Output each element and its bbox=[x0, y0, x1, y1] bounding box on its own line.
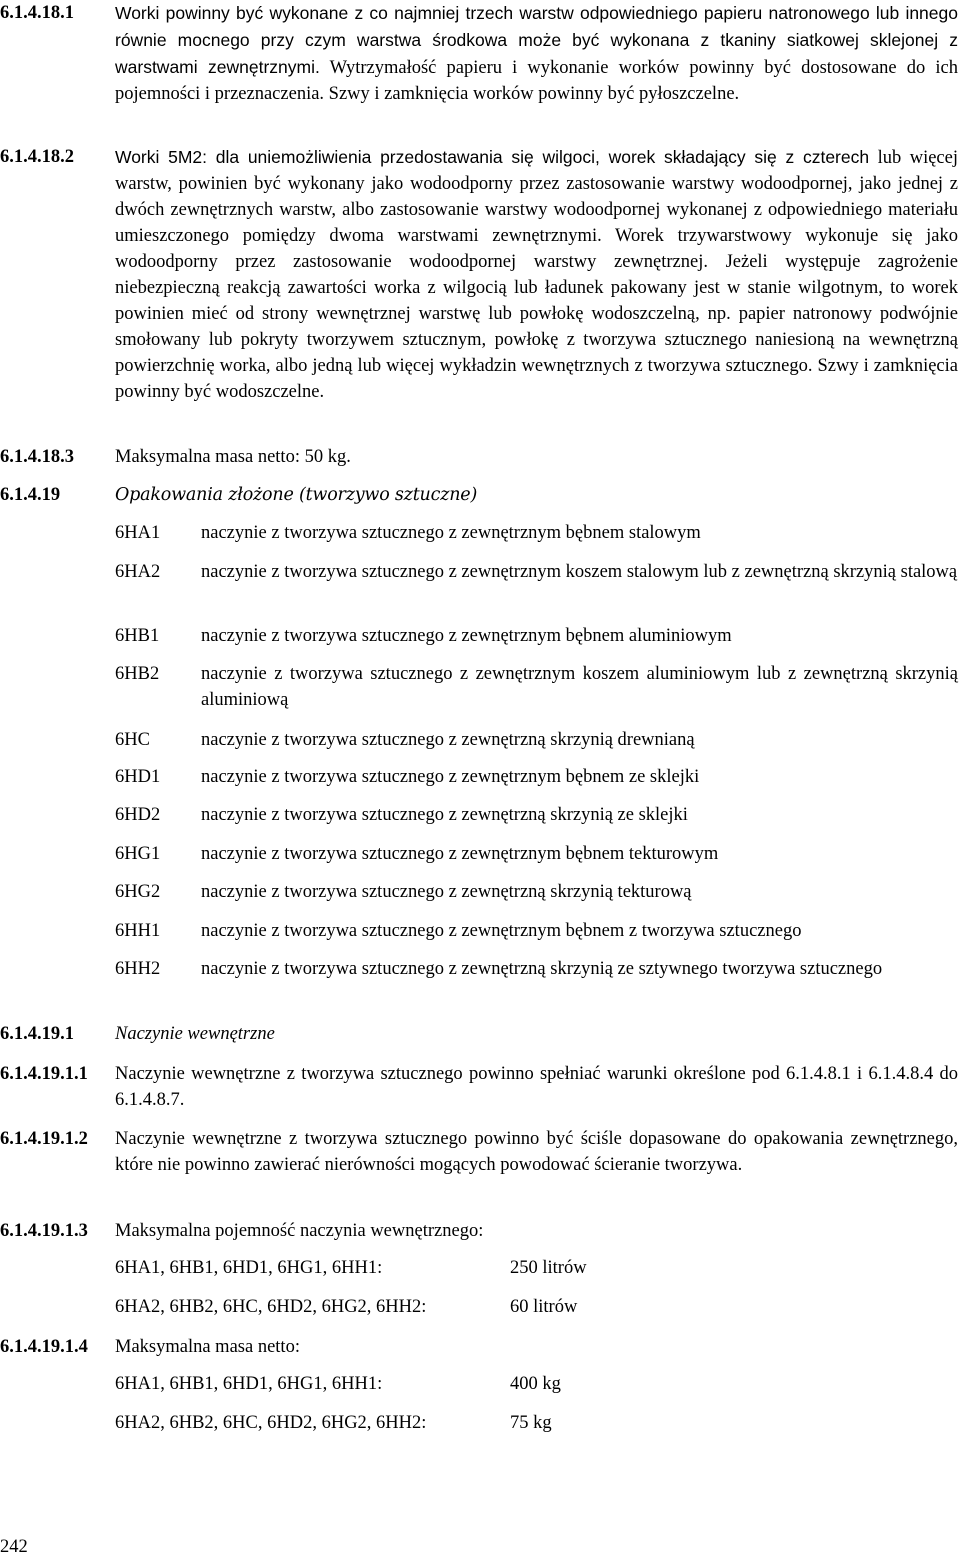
packaging-description: naczynie z tworzywa sztucznego z zewnętrznym bębnem z tworzywa sztucznego bbox=[201, 921, 802, 941]
section-number: 6.1.4.19.1.1 bbox=[0, 1064, 88, 1084]
limit-value: 60 litrów bbox=[510, 1297, 578, 1317]
paragraph-text-part: Wytrzymałość papieru i wykonanie worków powinny być dostosowane do ich pojemności i przeznaczenia. Szwy i zamknięcia worków powinny być pyłoszczelne. bbox=[115, 58, 958, 104]
packaging-description: naczynie z tworzywa sztucznego z zewnętrznym koszem aluminiowym lub z zewnętrzną skrzynią aluminiową bbox=[201, 664, 958, 710]
packaging-description: naczynie z tworzywa sztucznego z zewnętrzną skrzynią ze sztywnego tworzywa sztucznego bbox=[201, 959, 883, 979]
code-row-6hd2 bbox=[0, 802, 958, 828]
paragraph-text: Maksymalna masa netto: 50 kg. bbox=[115, 447, 351, 467]
code-row-6hb2 bbox=[0, 661, 958, 713]
section-number: 6.1.4.18.3 bbox=[0, 447, 74, 467]
paragraph-6-1-4-19-1-3 bbox=[0, 1218, 958, 1244]
paragraph-text-part: Worki powinny być wykonane z co najmniej trzech warstw odpowiedniego papieru natronowego lub innego równie mocnego przy czym warstwa środkowa może być wykonana z tkaniny siatkowej sklejonej z warstwami zewnętrznymi. bbox=[115, 3, 958, 77]
limit-codes: 6HA2, 6HB2, 6HC, 6HD2, 6HG2, 6HH2: bbox=[115, 1413, 427, 1433]
packaging-code: 6HG2 bbox=[115, 882, 161, 902]
packaging-description: naczynie z tworzywa sztucznego z zewnętrzną skrzynią tekturową bbox=[201, 882, 692, 902]
section-number: 6.1.4.19 bbox=[0, 485, 61, 505]
packaging-code: 6HH1 bbox=[115, 921, 161, 941]
limit-codes: 6HA1, 6HB1, 6HD1, 6HG1, 6HH1: bbox=[115, 1258, 383, 1278]
packaging-code: 6HD2 bbox=[115, 805, 161, 825]
section-title: Opakowania złożone (tworzywo sztuczne) bbox=[115, 485, 478, 505]
page-number: 242 bbox=[0, 1537, 28, 1557]
paragraph-6-1-4-19-1-1 bbox=[0, 1061, 958, 1113]
paragraph-text: Naczynie wewnętrzne z tworzywa sztucznego powinno spełniać warunki określone pod 6.1.4.8.1 i 6.1.4.8.4 do 6.1.4.8.7. bbox=[115, 1064, 958, 1110]
code-row-6ha1 bbox=[0, 520, 958, 546]
section-number: 6.1.4.18.2 bbox=[0, 147, 74, 167]
paragraph-text: Naczynie wewnętrzne z tworzywa sztucznego powinno być ściśle dopasowane do opakowania zewnętrznego, które nie powinno zawierać nierówności mogących powodować ścieranie tworzywa. bbox=[115, 1129, 958, 1175]
code-row-6ha2 bbox=[0, 559, 958, 585]
code-row-6hg1 bbox=[0, 841, 958, 867]
paragraph-text: Maksymalna masa netto: bbox=[115, 1337, 300, 1357]
packaging-code: 6HH2 bbox=[115, 959, 161, 979]
packaging-code: 6HB1 bbox=[115, 626, 160, 646]
paragraph-6-1-4-18-2 bbox=[0, 144, 958, 405]
packaging-description: naczynie z tworzywa sztucznego z zewnętrznym koszem stalowym lub z zewnętrzną skrzynią stalową bbox=[201, 562, 958, 582]
paragraph-6-1-4-18-1 bbox=[0, 0, 958, 107]
paragraph-text bbox=[115, 144, 958, 405]
section-title: Naczynie wewnętrzne bbox=[115, 1024, 275, 1044]
code-row-6hd1 bbox=[0, 764, 958, 790]
limit-value: 400 kg bbox=[510, 1374, 561, 1394]
heading-6-1-4-19-1 bbox=[0, 1021, 958, 1047]
section-number: 6.1.4.19.1.3 bbox=[0, 1221, 88, 1241]
packaging-description: naczynie z tworzywa sztucznego z zewnętrzną skrzynią ze sklejki bbox=[201, 805, 688, 825]
code-row-6hc bbox=[0, 727, 958, 753]
paragraph-6-1-4-19-1-4 bbox=[0, 1334, 958, 1360]
paragraph-text-part: lub więcej warstw, powinien być wykonany jako wodoodporny przez zastosowanie warstwy wodoodpornej, jako jednej z dwóch zewnętrznych warstw, albo zastosowanie warstwy wodoodpornej wykonanej z odpowiedniego materiału umieszczonego pomiędzy dwoma warstwami zewnętrznymi. Worek trzywarstwowy wykonuje się jako wodoodporny przez zastosowanie wodoodpornej warstwy zewnętrznej. Jeżeli występuje zagrożenie niebezpieczną reakcją zawartości worka z wilgocią lub ładunek pakowany jest w stanie wilgotnym, to worek powinien mieć od strony wewnętrznej warstwę lub powłokę wodoszczelną, np. papier natronowy podwójnie smołowany lub pokryty tworzywem sztucznym, powłokę z tworzywa sztucznego naniesioną na wewnętrzną powierzchnię worka, albo jedną lub więcej wykładzin wewnętrznych z tworzywa sztucznego. Szwy i zamknięcia powinny być wodoszczelne. bbox=[115, 148, 958, 402]
code-row-6hb1 bbox=[0, 623, 958, 649]
heading-6-1-4-19 bbox=[0, 482, 958, 508]
limit-codes: 6HA2, 6HB2, 6HC, 6HD2, 6HG2, 6HH2: bbox=[115, 1297, 427, 1317]
packaging-code: 6HG1 bbox=[115, 844, 161, 864]
packaging-description: naczynie z tworzywa sztucznego z zewnętrznym bębnem stalowym bbox=[201, 523, 701, 543]
packaging-description: naczynie z tworzywa sztucznego z zewnętrznym bębnem aluminiowym bbox=[201, 626, 732, 646]
section-number: 6.1.4.19.1.4 bbox=[0, 1337, 88, 1357]
limit-codes: 6HA1, 6HB1, 6HD1, 6HG1, 6HH1: bbox=[115, 1374, 383, 1394]
limit-value: 250 litrów bbox=[510, 1258, 587, 1278]
paragraph-text-part: Worki 5M2: dla uniemożliwienia przedostawania się wilgoci, worek składający się z czterech bbox=[115, 147, 870, 167]
packaging-code: 6HC bbox=[115, 730, 150, 750]
packaging-description: naczynie z tworzywa sztucznego z zewnętrznym bębnem tekturowym bbox=[201, 844, 719, 864]
section-number: 6.1.4.19.1 bbox=[0, 1024, 74, 1044]
packaging-description: naczynie z tworzywa sztucznego z zewnętrznym bębnem ze sklejki bbox=[201, 767, 700, 787]
limit-value: 75 kg bbox=[510, 1413, 552, 1433]
section-number: 6.1.4.18.1 bbox=[0, 3, 74, 23]
packaging-code: 6HB2 bbox=[115, 664, 160, 684]
paragraph-6-1-4-18-3 bbox=[0, 444, 958, 470]
paragraph-text bbox=[115, 0, 958, 107]
paragraph-6-1-4-19-1-2 bbox=[0, 1126, 958, 1178]
code-row-6hg2 bbox=[0, 879, 958, 905]
packaging-description: naczynie z tworzywa sztucznego z zewnętrzną skrzynią drewnianą bbox=[201, 730, 695, 750]
paragraph-text: Maksymalna pojemność naczynia wewnętrznego: bbox=[115, 1221, 484, 1241]
packaging-code: 6HA1 bbox=[115, 523, 161, 543]
packaging-code: 6HD1 bbox=[115, 767, 161, 787]
packaging-code: 6HA2 bbox=[115, 562, 161, 582]
section-number: 6.1.4.19.1.2 bbox=[0, 1129, 88, 1149]
code-row-6hh2 bbox=[0, 956, 958, 982]
code-row-6hh1 bbox=[0, 918, 958, 944]
